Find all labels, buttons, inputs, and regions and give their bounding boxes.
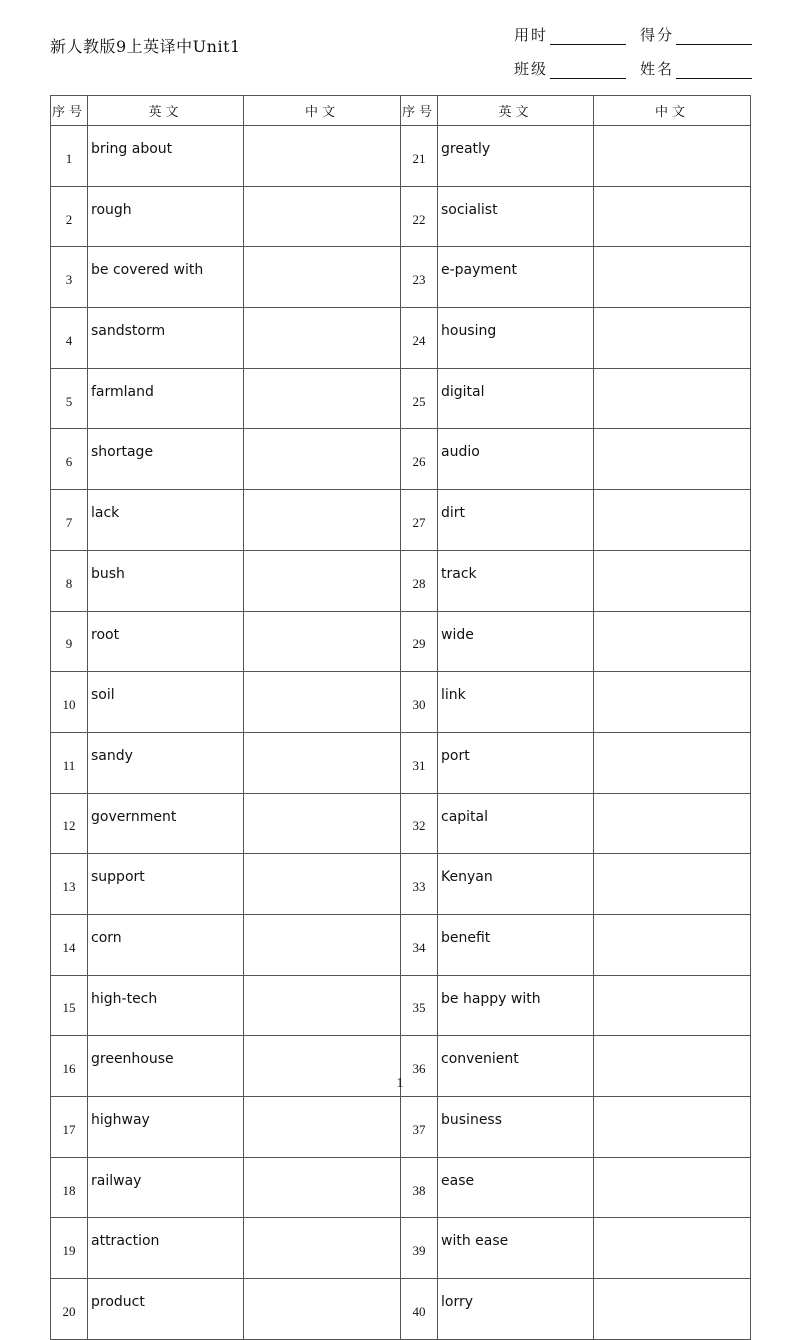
english-word: convenient	[438, 1036, 594, 1097]
item-number: 39	[401, 1218, 438, 1279]
english-word: business	[438, 1097, 594, 1158]
time-blank[interactable]	[550, 30, 626, 45]
table-row	[51, 672, 751, 733]
english-word: Kenyan	[438, 854, 594, 915]
table-row	[51, 126, 751, 187]
item-number: 5	[51, 368, 88, 429]
chinese-answer-cell[interactable]	[244, 247, 401, 308]
item-number: 23	[401, 247, 438, 308]
table-row	[51, 914, 751, 975]
english-word: sandstorm	[88, 308, 244, 369]
chinese-answer-cell[interactable]	[594, 429, 751, 490]
english-word: government	[88, 793, 244, 854]
item-number: 37	[401, 1097, 438, 1158]
header-number-right: 序号	[401, 96, 438, 126]
item-number: 29	[401, 611, 438, 672]
table-row	[51, 308, 751, 369]
english-word: corn	[88, 914, 244, 975]
chinese-answer-cell[interactable]	[244, 368, 401, 429]
chinese-answer-cell[interactable]	[244, 672, 401, 733]
item-number: 25	[401, 368, 438, 429]
chinese-answer-cell[interactable]	[594, 550, 751, 611]
item-number: 15	[51, 975, 88, 1036]
english-word: e-payment	[438, 247, 594, 308]
class-blank[interactable]	[550, 64, 626, 79]
item-number: 24	[401, 308, 438, 369]
english-word: audio	[438, 429, 594, 490]
name-field	[640, 58, 752, 79]
english-word: digital	[438, 368, 594, 429]
english-word: greatly	[438, 126, 594, 187]
chinese-answer-cell[interactable]	[594, 732, 751, 793]
item-number: 35	[401, 975, 438, 1036]
item-number: 36	[401, 1036, 438, 1097]
english-word: sandy	[88, 732, 244, 793]
item-number: 40	[401, 1279, 438, 1340]
english-word: shortage	[88, 429, 244, 490]
chinese-answer-cell[interactable]	[594, 490, 751, 551]
table-row	[51, 429, 751, 490]
english-word: wide	[438, 611, 594, 672]
header-english-left: 英文	[88, 96, 244, 126]
english-word: port	[438, 732, 594, 793]
vocabulary-table	[50, 95, 751, 1340]
chinese-answer-cell[interactable]	[244, 186, 401, 247]
table-row	[51, 1279, 751, 1340]
english-word: link	[438, 672, 594, 733]
english-word: farmland	[88, 368, 244, 429]
item-number: 21	[401, 126, 438, 187]
table-row	[51, 550, 751, 611]
page-number: 1	[396, 1076, 404, 1091]
item-number: 30	[401, 672, 438, 733]
table-row	[51, 1097, 751, 1158]
english-word: greenhouse	[88, 1036, 244, 1097]
english-word: dirt	[438, 490, 594, 551]
table-row	[51, 247, 751, 308]
english-word: attraction	[88, 1218, 244, 1279]
table-row	[51, 793, 751, 854]
item-number: 3	[51, 247, 88, 308]
english-word: rough	[88, 186, 244, 247]
chinese-answer-cell[interactable]	[244, 1097, 401, 1158]
chinese-answer-cell[interactable]	[244, 490, 401, 551]
table-row	[51, 611, 751, 672]
chinese-answer-cell[interactable]	[244, 126, 401, 187]
chinese-answer-cell[interactable]	[594, 793, 751, 854]
score-field	[640, 24, 752, 45]
english-word: with ease	[438, 1218, 594, 1279]
english-word: high-tech	[88, 975, 244, 1036]
item-number: 8	[51, 550, 88, 611]
item-number: 22	[401, 186, 438, 247]
table-row	[51, 975, 751, 1036]
item-number: 33	[401, 854, 438, 915]
chinese-answer-cell[interactable]	[594, 854, 751, 915]
english-word: ease	[438, 1157, 594, 1218]
chinese-answer-cell[interactable]	[244, 308, 401, 369]
table-row	[51, 1157, 751, 1218]
chinese-answer-cell[interactable]	[594, 975, 751, 1036]
class-label: 班级	[514, 60, 549, 78]
chinese-answer-cell[interactable]	[594, 1157, 751, 1218]
chinese-answer-cell[interactable]	[244, 611, 401, 672]
name-blank[interactable]	[676, 64, 752, 79]
english-word: soil	[88, 672, 244, 733]
chinese-answer-cell[interactable]	[594, 186, 751, 247]
english-word: be happy with	[438, 975, 594, 1036]
header-english-right: 英文	[438, 96, 594, 126]
name-label: 姓名	[640, 60, 675, 78]
english-word: root	[88, 611, 244, 672]
chinese-answer-cell[interactable]	[244, 854, 401, 915]
item-number: 34	[401, 914, 438, 975]
chinese-answer-cell[interactable]	[594, 611, 751, 672]
item-number: 9	[51, 611, 88, 672]
table-body	[51, 126, 751, 1340]
item-number: 2	[51, 186, 88, 247]
chinese-answer-cell[interactable]	[244, 429, 401, 490]
chinese-answer-cell[interactable]	[594, 126, 751, 187]
english-word: bring about	[88, 126, 244, 187]
chinese-answer-cell[interactable]	[244, 1218, 401, 1279]
item-number: 27	[401, 490, 438, 551]
item-number: 17	[51, 1097, 88, 1158]
item-number: 32	[401, 793, 438, 854]
english-word: socialist	[438, 186, 594, 247]
chinese-answer-cell[interactable]	[244, 550, 401, 611]
table-row	[51, 1218, 751, 1279]
english-word: benefit	[438, 914, 594, 975]
header-chinese-left: 中文	[244, 96, 401, 126]
class-field	[514, 58, 626, 79]
header-chinese-right: 中文	[594, 96, 751, 126]
item-number: 6	[51, 429, 88, 490]
chinese-answer-cell[interactable]	[594, 672, 751, 733]
table-header-row	[51, 96, 751, 126]
english-word: housing	[438, 308, 594, 369]
english-word: bush	[88, 550, 244, 611]
item-number: 38	[401, 1157, 438, 1218]
english-word: support	[88, 854, 244, 915]
chinese-answer-cell[interactable]	[244, 793, 401, 854]
item-number: 10	[51, 672, 88, 733]
item-number: 7	[51, 490, 88, 551]
table-row	[51, 732, 751, 793]
table-row	[51, 854, 751, 915]
table-row	[51, 368, 751, 429]
table-row	[51, 490, 751, 551]
item-number: 31	[401, 732, 438, 793]
chinese-answer-cell[interactable]	[594, 308, 751, 369]
time-label: 用时	[514, 26, 549, 44]
chinese-answer-cell[interactable]	[244, 914, 401, 975]
score-label: 得分	[640, 26, 675, 44]
item-number: 11	[51, 732, 88, 793]
chinese-answer-cell[interactable]	[244, 1279, 401, 1340]
chinese-answer-cell[interactable]	[594, 368, 751, 429]
item-number: 12	[51, 793, 88, 854]
item-number: 1	[51, 126, 88, 187]
english-word: capital	[438, 793, 594, 854]
item-number: 13	[51, 854, 88, 915]
chinese-answer-cell[interactable]	[594, 1279, 751, 1340]
score-blank[interactable]	[676, 30, 752, 45]
chinese-answer-cell[interactable]	[244, 975, 401, 1036]
worksheet-title: 新人教版9上英译中Unit1	[50, 37, 241, 56]
chinese-answer-cell[interactable]	[594, 247, 751, 308]
english-word: highway	[88, 1097, 244, 1158]
item-number: 28	[401, 550, 438, 611]
chinese-answer-cell[interactable]	[594, 1218, 751, 1279]
english-word: product	[88, 1279, 244, 1340]
time-field	[514, 24, 626, 45]
chinese-answer-cell[interactable]	[594, 1097, 751, 1158]
item-number: 19	[51, 1218, 88, 1279]
chinese-answer-cell[interactable]	[244, 732, 401, 793]
chinese-answer-cell[interactable]	[594, 914, 751, 975]
chinese-answer-cell[interactable]	[244, 1157, 401, 1218]
item-number: 4	[51, 308, 88, 369]
english-word: be covered with	[88, 247, 244, 308]
english-word: railway	[88, 1157, 244, 1218]
header-number-left: 序号	[51, 96, 88, 126]
item-number: 14	[51, 914, 88, 975]
english-word: lorry	[438, 1279, 594, 1340]
item-number: 16	[51, 1036, 88, 1097]
english-word: track	[438, 550, 594, 611]
english-word: lack	[88, 490, 244, 551]
item-number: 26	[401, 429, 438, 490]
item-number: 20	[51, 1279, 88, 1340]
table-row	[51, 186, 751, 247]
item-number: 18	[51, 1157, 88, 1218]
